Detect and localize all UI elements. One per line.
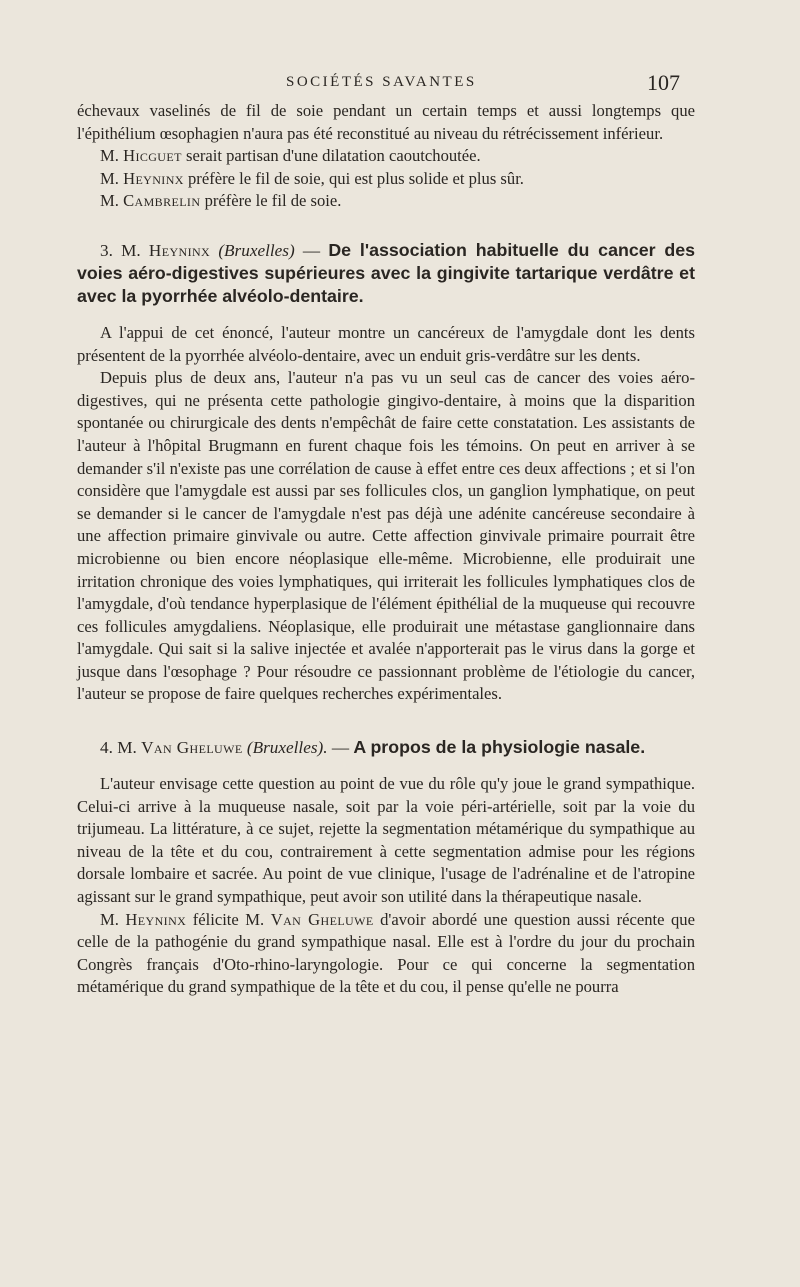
continuation-paragraph: échevaux vaselinés de fil de soie pendant un certain temps et aussi longtemps que l'épithélium œsophagien n'aura pas été reconstitué au niveau du rétrécissement inférieur.	[77, 101, 695, 143]
entry-4-paragraph-2	[77, 909, 695, 999]
entry-3-paragraph-2: Depuis plus de deux ans, l'auteur n'a pas vu un seul cas de cancer des voies aéro-digestives, qui ne présenta cette pathologie gingivo-dentaire, à moins que la disparition spontanée ou chirurgicale des dents n'empêchât de faire cette constatation. Les assistants de l'auteur à l'hôpital Brugmann en furent chaque fois les témoins. On peut en arriver à se demander s'il n'existe pas une corrélation de cause à effet entre ces deux affections ; et si l'on considère que l'amygdale est aussi par ses follicules clos, un ganglion lymphatique, on peut se demander si le cancer de l'amygdale n'est pas déjà une adénite cancéreuse secondaire à une affection primaire ginvivale ou autre. Cette affection ginvivale primaire pourrait être microbienne ou bien encore néoplasique elle-même. Microbienne, elle produirait une irritation chronique des voies lymphatiques, qui irriterait les follicules lymphatiques clos de l'amygdale, d'où tendance hyperplasique de l'élément épithélial de la muqueuse qui recouvre ces follicules amygdaliens. Néoplasique, elle produirait une métastase ganglionnaire dans l'amygdale. Qui sait si la salive injectée et avalée n'apporterait pas le virus dans la gorge et jusque dans l'œsophage ? Pour résoudre ce passionnant problème de l'étiologie du cancer, l'auteur se propose de faire quelques recherches expérimentales.	[77, 368, 695, 704]
page-header	[0, 70, 800, 96]
entry-author: Heyninx	[148, 240, 211, 260]
para-prefix: M.	[100, 909, 119, 929]
entry-number: 4. M.	[100, 738, 137, 758]
entry-3-paragraph-1: A l'appui de cet énoncé, l'auteur montre un cancéreux de l'amygdale dont les dents présentent de la pyorrhée alvéolo-dentaire, avec un enduit gris-verdâtre sur les dents.	[77, 322, 695, 365]
remark-hicguet: M. Hicguet serait partisan d'une dilatation caoutchoutée.	[100, 146, 481, 166]
entry-city: (Bruxelles)	[218, 240, 295, 260]
remark-text: préfère le fil de soie, qui est plus solide et plus sûr.	[188, 168, 524, 188]
page-body	[77, 100, 695, 999]
running-title: SOCIÉTÉS SAVANTES	[286, 74, 477, 90]
remark-author: Heyninx	[123, 168, 184, 188]
remark-heyninx: M. Heyninx préfère le fil de soie, qui est plus solide et plus sûr.	[100, 168, 524, 188]
entry-title: A propos de la physiologie nasale.	[353, 737, 646, 758]
entry-4-heading	[77, 736, 695, 759]
remark-text: serait partisan d'une dilatation caoutchoutée.	[186, 146, 481, 166]
para-author-2: Van Gheluwe	[270, 909, 374, 929]
remark-cambrelin: M. Cambrelin préfère le fil de soie.	[100, 191, 342, 211]
remark-text: préfère le fil de soie.	[204, 191, 342, 211]
para-mid: félicite M.	[192, 909, 265, 929]
entry-dash: —	[331, 738, 350, 758]
entry-4-paragraph-1: L'auteur envisage cette question au point de vue du rôle qu'y joue le grand sympathique. Celui-ci arrive à la muqueuse nasale, soit par la voie péri-artérielle, soit par la voie du trijumeau. La littérature, à ce sujet, rejette la segmentation métamérique du sympathique au niveau de la tête et du cou, contrairement à cette segmentation admise pour les régions dorsale lombaire et sacrée. Au point de vue clinique, l'usage de l'adrénaline et de l'atropine agissant sur le grand sympathique, peut avoir son utilité dans la thérapeutique nasale.	[77, 774, 695, 907]
entry-3-heading	[77, 239, 695, 308]
para-author-1: Heyninx	[125, 909, 187, 929]
entry-title: De l'association habituelle du cancer des voies aéro-digestives supérieures avec la gingivite tartarique verdâtre et avec la pyorrhée alvéolo-dentaire.	[77, 239, 696, 306]
para-text: d'avoir abordé une question aussi récente que celle de la pathogénie du grand sympathique nasal. Elle est à l'ordre du jour du prochain Congrès français d'Oto-rhino-laryngologie. Pour ce qui concerne la segmentation métamérique du grand sympathique de la tête et du cou, il pense qu'elle ne pourra	[77, 909, 695, 997]
entry-number: 3. M.	[100, 240, 141, 260]
remark-author: Hicguet	[123, 146, 182, 166]
entry-city: (Bruxelles).	[246, 738, 328, 758]
remark-author: Cambrelin	[123, 191, 201, 211]
entry-dash: —	[302, 240, 321, 260]
entry-author: Van Gheluwe	[141, 738, 243, 758]
page-number: 107	[647, 70, 680, 95]
